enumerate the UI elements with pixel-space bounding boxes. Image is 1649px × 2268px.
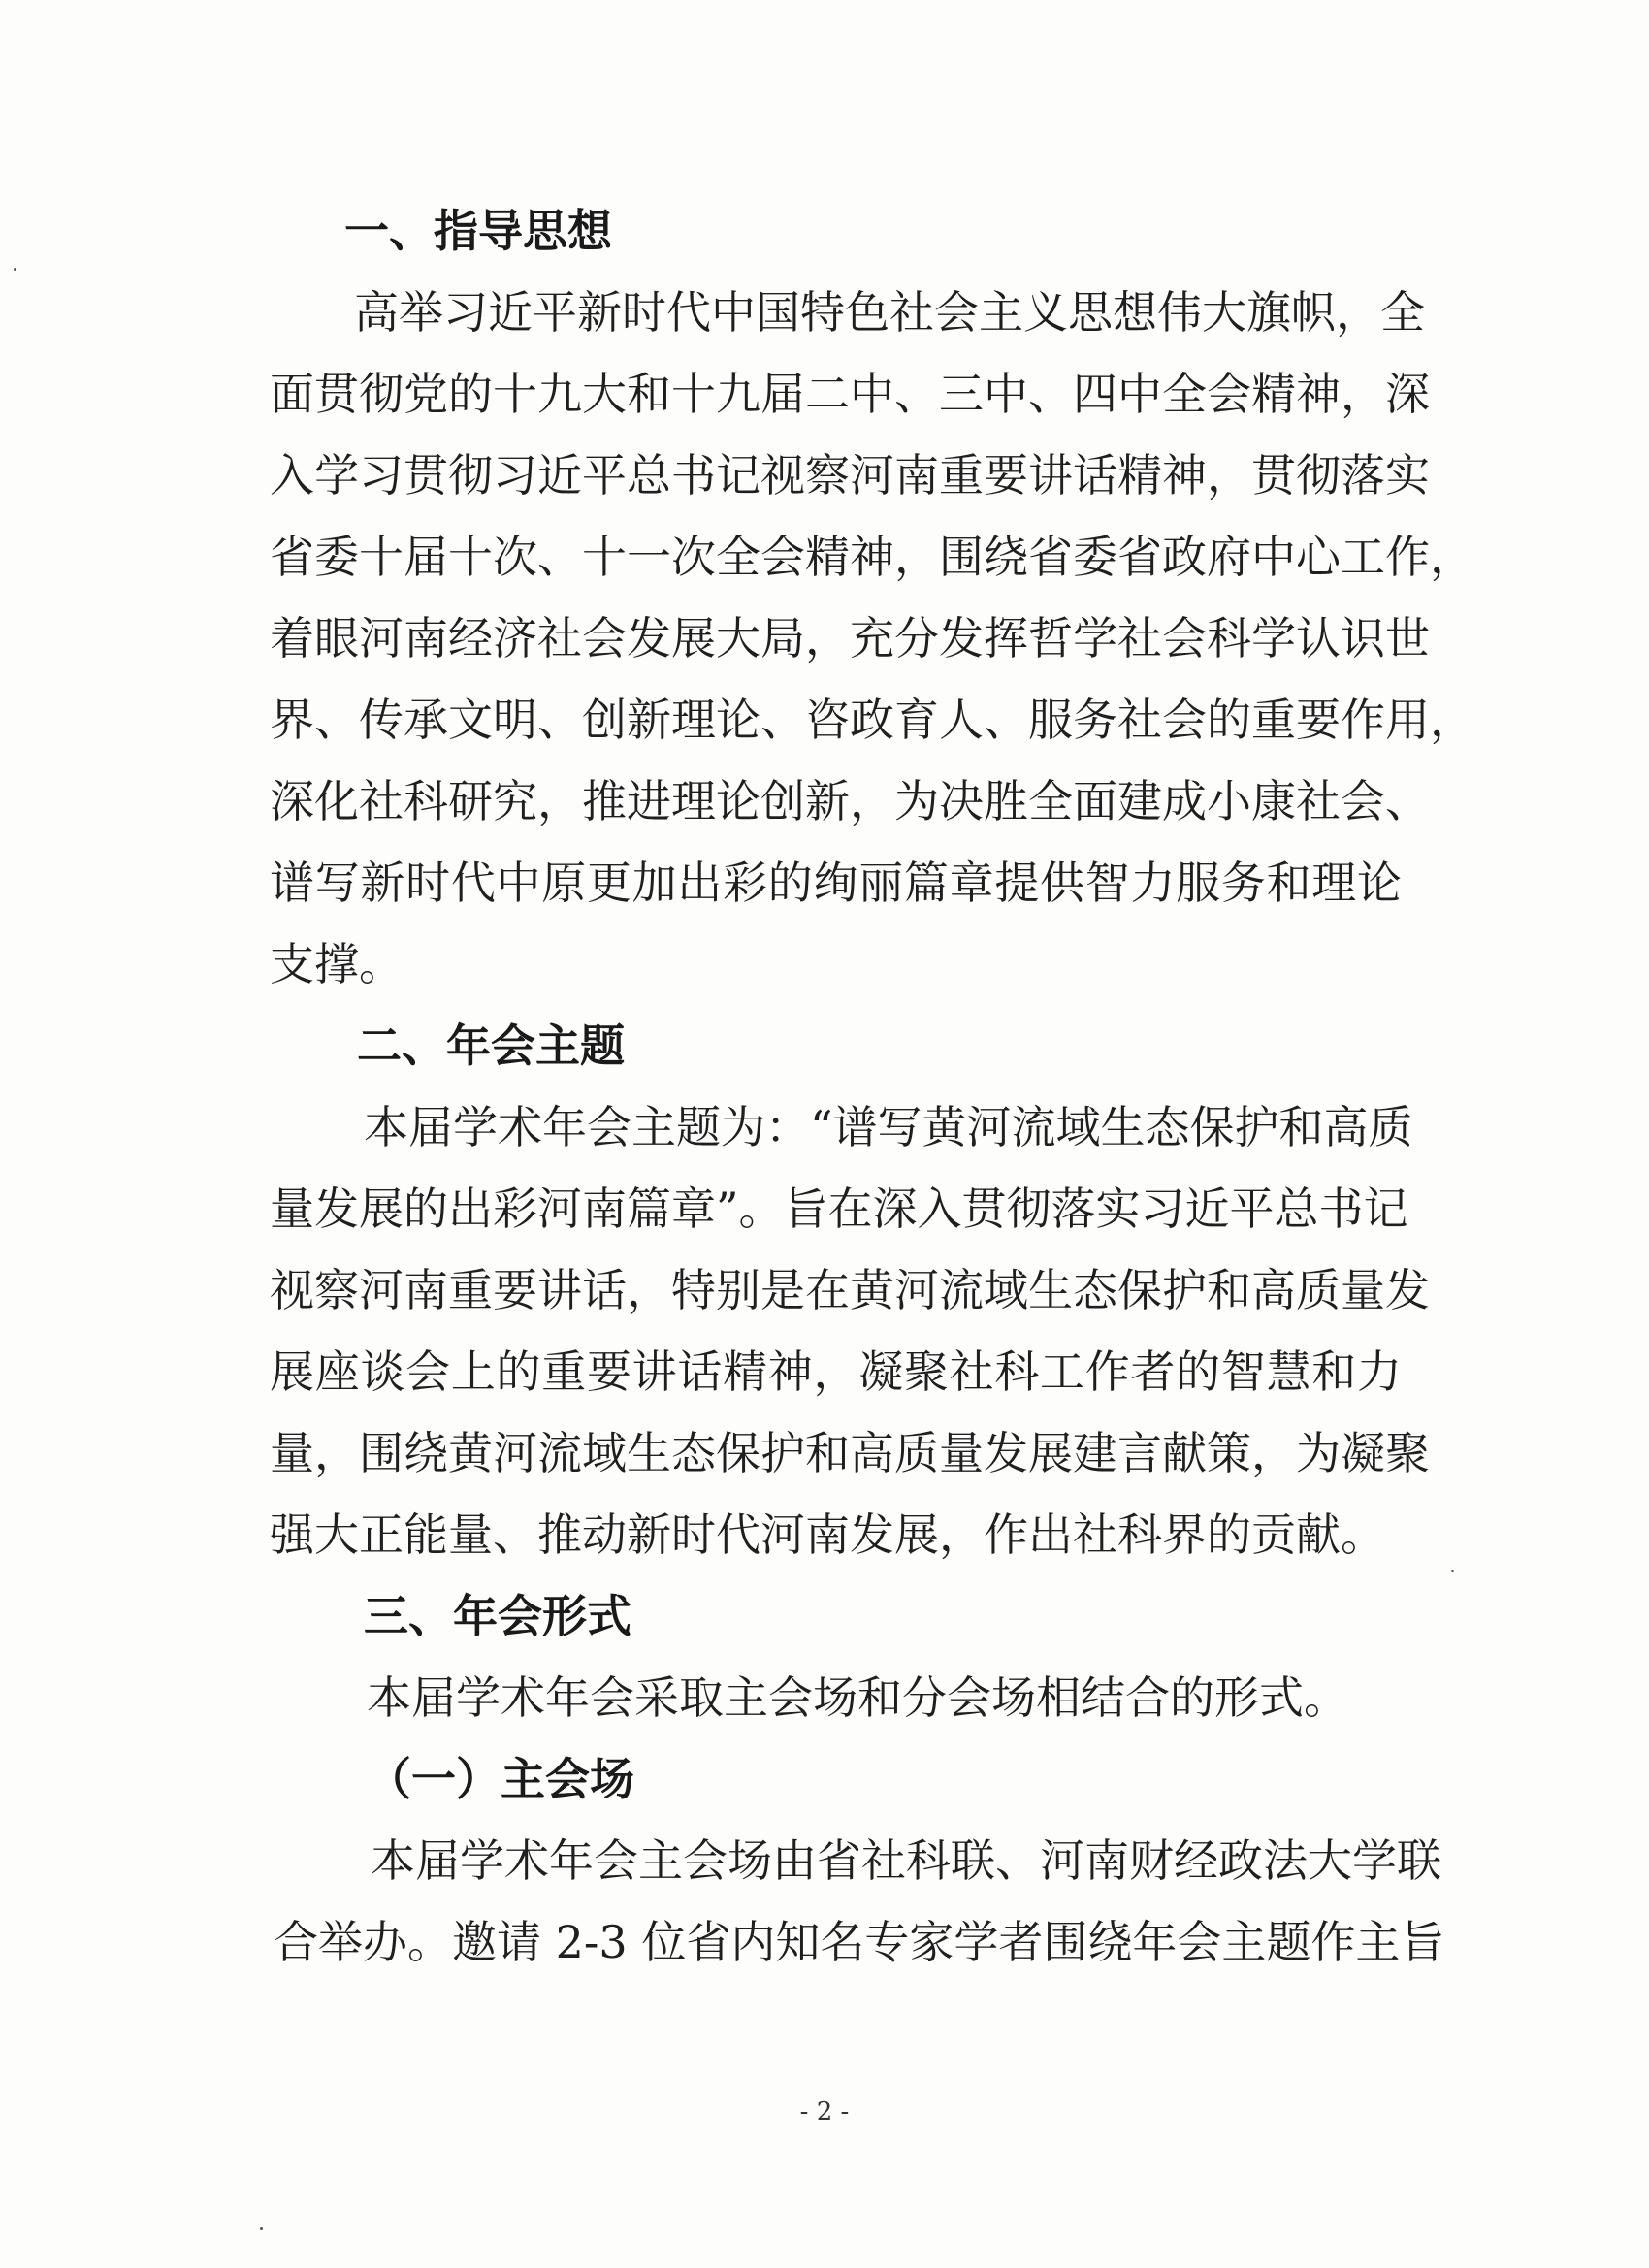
paragraph-line: 省委十届十次、十一次全会精神，围绕省委省政府中心工作， [270, 531, 1474, 583]
paragraph-line: 支撑。 [270, 938, 404, 990]
scan-speck [260, 2227, 263, 2230]
paragraph-line: 界、传承文明、创新理论、咨政育人、服务社会的重要作用， [270, 694, 1474, 746]
paragraph-line: 高举习近平新时代中国特色社会主义思想伟大旗帜，全 [354, 286, 1425, 339]
section-heading-guiding-ideology: 一、指导思想 [344, 205, 612, 257]
paragraph-line: 谱写新时代中原更加出彩的绚丽篇章提供智力服务和理论 [270, 857, 1402, 909]
paragraph-line: 本届学术年会主题为：“谱写黄河流域生态保护和高质 [364, 1101, 1413, 1153]
section-heading-annual-format: 三、年会形式 [364, 1590, 631, 1642]
paragraph-line: 入学习贯彻习近平总书记视察河南重要讲话精神，贯彻落实 [270, 449, 1430, 502]
paragraph-line: 量发展的出彩河南篇章”。旨在深入贯彻落实习近平总书记 [270, 1183, 1408, 1235]
page-number: - 2 - [799, 2097, 850, 2126]
paragraph-line: 量，围绕黄河流域生态保护和高质量发展建言献策，为凝聚 [270, 1427, 1430, 1479]
paragraph-line: 视察河南重要讲话，特别是在黄河流域生态保护和高质量发 [270, 1264, 1430, 1316]
paragraph-line: 本届学术年会采取主会场和分会场相结合的形式。 [367, 1671, 1348, 1724]
scan-speck [14, 268, 16, 271]
paragraph-line: 面贯彻党的十九大和十九届二中、三中、四中全会精神，深 [270, 368, 1430, 420]
paragraph-line: 合举办。邀请 2-3 位省内知名专家学者围绕年会主题作主旨 [274, 1916, 1445, 1968]
subsection-heading-main-venue: （一）主会场 [367, 1753, 634, 1805]
scan-speck [1451, 1570, 1454, 1572]
section-heading-annual-theme: 二、年会主题 [357, 1020, 625, 1072]
paragraph-line: 强大正能量、推动新时代河南发展，作出社科界的贡献。 [270, 1508, 1385, 1561]
paragraph-line: 本届学术年会主会场由省社科联、河南财经政法大学联 [371, 1834, 1441, 1887]
paragraph-line: 展座谈会上的重要讲话精神，凝聚社科工作者的智慧和力 [270, 1345, 1402, 1398]
paragraph-line: 深化社科研究，推进理论创新，为决胜全面建成小康社会、 [270, 775, 1430, 827]
paragraph-line: 着眼河南经济社会发展大局，充分发挥哲学社会科学认识世 [270, 612, 1430, 664]
